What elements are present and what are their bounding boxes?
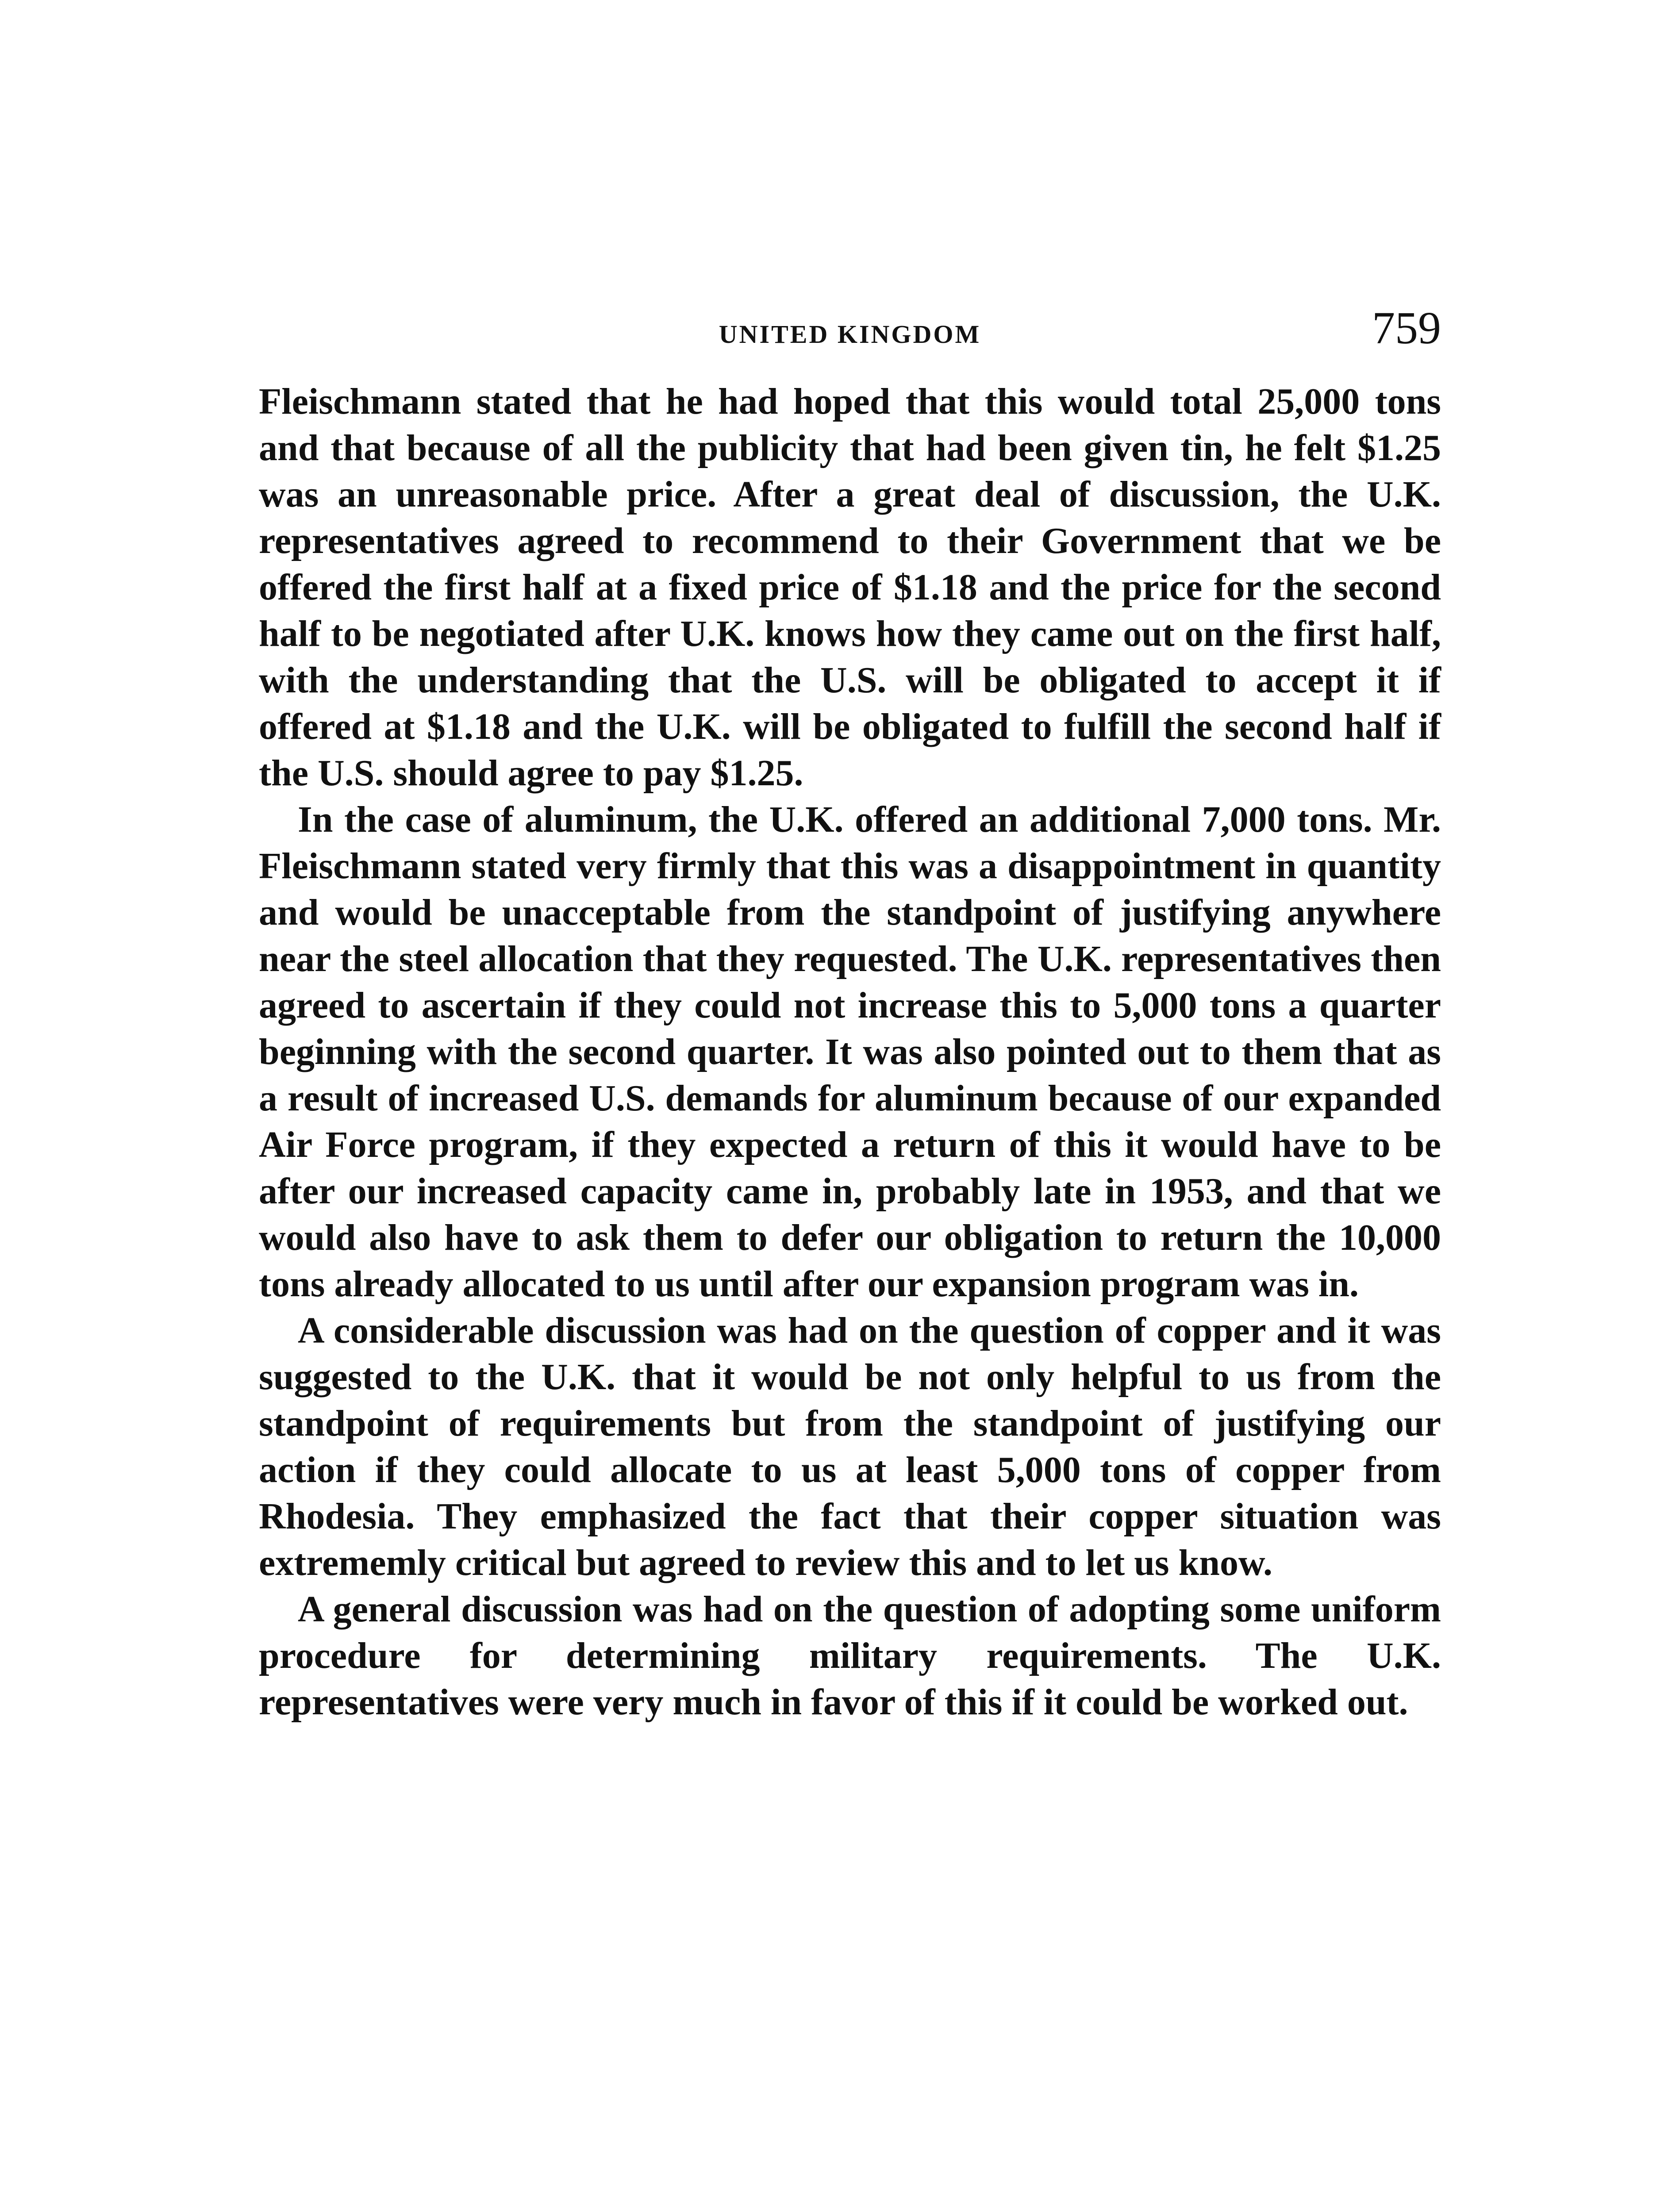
body-text bbox=[259, 378, 1441, 1725]
paragraph-military-requirements: A general discussion was had on the question of adopting some uniform procedure for determining military requirements. The U.K. representatives were very much in favor of this if it could be worked out. bbox=[259, 1589, 1441, 1723]
paragraph-copper: A considerable discussion was had on the question of copper and it was suggested to the U.K. that it would be not only helpful to us from the standpoint of requirements but from the standpoint of justifying our action if they could allocate to us at least 5,000 tons of copper from Rhodesia. They emphasized the fact that their copper situation was extrememly critical but agreed to review this and to let us know. bbox=[259, 1310, 1441, 1583]
running-title: UNITED KINGDOM bbox=[719, 320, 981, 349]
paragraph-tin: Fleischmann stated that he had hoped that this would total 25,000 tons and that because of all the publicity that had been given tin, he felt $1.25 was an unreasonable price. After a great deal of discussion, the U.K. representatives agreed to recommend to their Government that we be offered the first half at a fixed price of $1.18 and the price for the second half to be negotiated after U.K. knows how they came out on the first half, with the understanding that the U.S. will be obligated to accept it if offered at $1.18 and the U.K. will be obligated to fulfill the second half if the U.S. should agree to pay $1.25. bbox=[259, 381, 1441, 794]
running-header bbox=[259, 305, 1441, 358]
page-number: 759 bbox=[1372, 303, 1441, 353]
paragraph-aluminum: In the case of aluminum, the U.K. offered an additional 7,000 tons. Mr. Fleischmann stated very firmly that this was a disappointment in quantity and would be unacceptable from the standpoint of justifying anywhere near the steel allocation that they requested. The U.K. representatives then agreed to ascertain if they could not increase this to 5,000 tons a quarter beginning with the second quarter. It was also pointed out to them that as a result of increased U.S. demands for aluminum because of our expanded Air Force program, if they expected a return of this it would have to be after our increased capacity came in, probably late in 1953, and that we would also have to ask them to defer our obligation to return the 10,000 tons already allocated to us until after our expansion program was in. bbox=[259, 799, 1441, 1305]
